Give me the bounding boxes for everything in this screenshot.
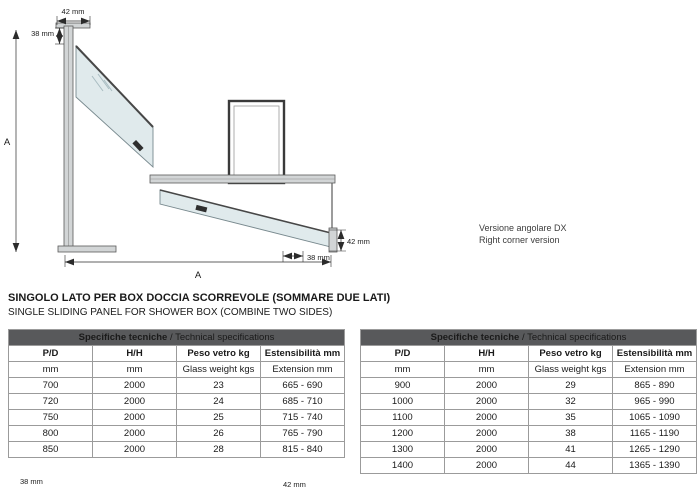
dim-label-top-42: 42 mm — [61, 7, 85, 16]
dim-label-left-a: A — [3, 137, 11, 148]
spec-table-left — [8, 329, 345, 458]
table-row — [9, 378, 345, 394]
table-cell: 750 — [9, 410, 93, 426]
col-header-pd: P/D — [9, 346, 93, 362]
col-subheader-extension: Extension mm — [613, 362, 697, 378]
table-cell: 800 — [9, 426, 93, 442]
col-header-hh: H/H — [93, 346, 177, 362]
table-cell: 2000 — [93, 426, 177, 442]
table-cell: 2000 — [93, 442, 177, 458]
table-cell: 1400 — [361, 458, 445, 474]
table-cell: 815 - 840 — [261, 442, 345, 458]
col-subheader-pd: mm — [9, 362, 93, 378]
table-cell: 2000 — [93, 378, 177, 394]
table-cell: 2000 — [445, 426, 529, 442]
table-title-english: / Technical specifications — [169, 332, 275, 343]
col-subheader-weight: Glass weight kgs — [177, 362, 261, 378]
col-header-extension: Estensibilità mm — [613, 346, 697, 362]
version-subtitle: Right corner version — [479, 235, 560, 245]
table-cell: 2000 — [445, 394, 529, 410]
table-cell: 685 - 710 — [261, 394, 345, 410]
page-title-english: SINGLE SLIDING PANEL FOR SHOWER BOX (COMBINE TWO SIDES) — [8, 307, 333, 318]
table-cell: 2000 — [93, 410, 177, 426]
dim-label-bottom-center-42: 42 mm — [283, 480, 306, 489]
spec-table-right — [360, 329, 697, 474]
table-cell: 700 — [9, 378, 93, 394]
table-row — [361, 410, 697, 426]
dim-label-right-42: 42 mm — [347, 237, 370, 246]
table-cell: 1000 — [361, 394, 445, 410]
table-cell: 1365 - 1390 — [613, 458, 697, 474]
table-cell: 25 — [177, 410, 261, 426]
table-row — [361, 378, 697, 394]
table-cell: 715 - 740 — [261, 410, 345, 426]
table-cell: 1265 - 1290 — [613, 442, 697, 458]
table-cell: 2000 — [445, 458, 529, 474]
table-title-english: / Technical specifications — [521, 332, 627, 343]
spec-table-left-body — [9, 378, 345, 458]
page-title-italian: SINGOLO LATO PER BOX DOCCIA SCORREVOLE (SOMMARE DUE LATI) — [8, 292, 391, 304]
table-cell: 865 - 890 — [613, 378, 697, 394]
table-cell: 765 - 790 — [261, 426, 345, 442]
table-cell: 720 — [9, 394, 93, 410]
col-subheader-pd: mm — [361, 362, 445, 378]
table-cell: 1065 - 1090 — [613, 410, 697, 426]
dim-label-right-38: 38 mm — [307, 253, 330, 262]
table-title-band — [9, 330, 345, 346]
table-cell: 28 — [177, 442, 261, 458]
table-cell: 24 — [177, 394, 261, 410]
col-subheader-hh: mm — [445, 362, 529, 378]
table-row — [9, 426, 345, 442]
table-row — [361, 426, 697, 442]
table-cell: 900 — [361, 378, 445, 394]
table-row — [361, 442, 697, 458]
spec-tables — [8, 329, 697, 474]
lower-panel-top-rail — [160, 190, 331, 233]
table-cell: 29 — [529, 378, 613, 394]
corner-wall-profile — [229, 101, 284, 183]
table-cell: 1200 — [361, 426, 445, 442]
version-title: Versione angolare DX — [479, 223, 567, 233]
table-cell: 2000 — [445, 378, 529, 394]
table-row — [9, 410, 345, 426]
dim-label-bottom-left-38: 38 mm — [20, 477, 43, 486]
table-title-italian: Specifiche tecniche — [78, 332, 168, 343]
col-subheader-extension: Extension mm — [261, 362, 345, 378]
table-row — [361, 458, 697, 474]
col-subheader-weight: Glass weight kgs — [529, 362, 613, 378]
right-end-profile — [329, 228, 337, 252]
col-header-extension: Estensibilità mm — [261, 346, 345, 362]
bottom-foot-profile — [58, 246, 116, 252]
table-title-italian: Specifiche tecniche — [430, 332, 520, 343]
table-cell: 1165 - 1190 — [613, 426, 697, 442]
table-cell: 1100 — [361, 410, 445, 426]
col-header-weight: Peso vetro kg — [529, 346, 613, 362]
table-cell: 665 - 690 — [261, 378, 345, 394]
table-title-band — [361, 330, 697, 346]
table-cell: 41 — [529, 442, 613, 458]
table-cell: 38 — [529, 426, 613, 442]
table-row — [361, 394, 697, 410]
table-cell: 2000 — [93, 394, 177, 410]
table-row — [9, 442, 345, 458]
spec-table-right-body — [361, 378, 697, 474]
col-header-weight: Peso vetro kg — [177, 346, 261, 362]
table-cell: 850 — [9, 442, 93, 458]
dim-label-top-38: 38 mm — [31, 29, 54, 38]
table-cell: 965 - 990 — [613, 394, 697, 410]
table-row — [9, 394, 345, 410]
title-block — [8, 292, 390, 318]
table-cell: 1300 — [361, 442, 445, 458]
table-cell: 2000 — [445, 410, 529, 426]
table-cell: 26 — [177, 426, 261, 442]
table-cell: 32 — [529, 394, 613, 410]
dim-label-bottom-a: A — [194, 270, 202, 281]
col-subheader-hh: mm — [93, 362, 177, 378]
lower-glass-panel — [160, 190, 331, 247]
col-header-pd: P/D — [361, 346, 445, 362]
table-cell: 35 — [529, 410, 613, 426]
col-header-hh: H/H — [445, 346, 529, 362]
table-cell: 2000 — [445, 442, 529, 458]
table-cell: 44 — [529, 458, 613, 474]
table-cell: 23 — [177, 378, 261, 394]
